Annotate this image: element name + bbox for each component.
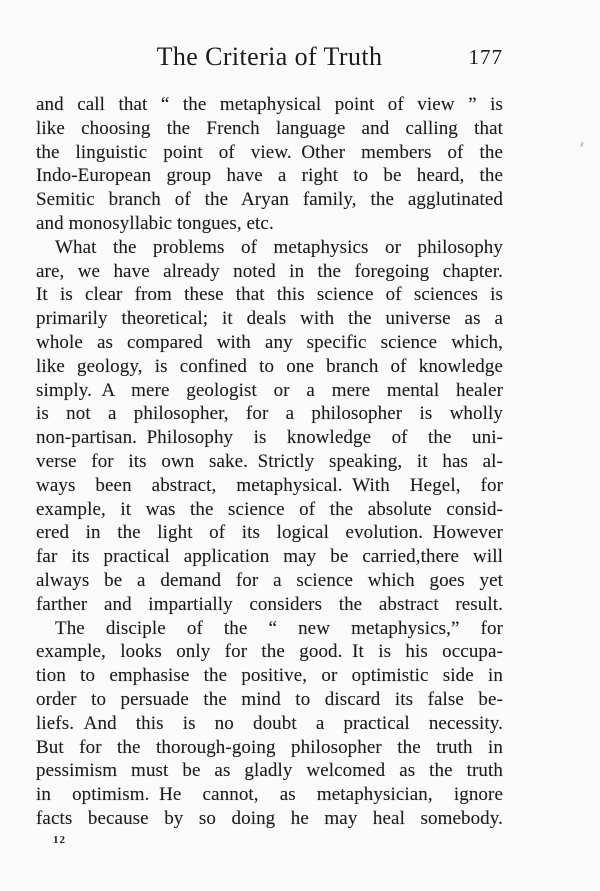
text-line: and monosyllabic tongues, etc. <box>36 212 274 234</box>
text-line: and call that “ the metaphysical point of view ” is <box>36 94 503 115</box>
text-line: simply. A mere geologist or a mere mental healer <box>36 379 503 401</box>
text-line: non-partisan. Philosophy is knowledge of the uni- <box>36 427 503 449</box>
text-line: always be a demand for a science which goes yet <box>36 569 503 591</box>
text-line: primarily theoretical; it deals with the universe as a <box>36 308 503 330</box>
text-line: Semitic branch of the Aryan family, the agglutinated <box>36 189 503 211</box>
paragraph <box>36 617 503 831</box>
page-number: 177 <box>468 45 503 69</box>
text-line: facts because by so doing he may heal somebody. <box>36 807 503 829</box>
text-line: But for the thorough-going philosopher the truth in <box>36 736 503 758</box>
text-line: in optimism. He cannot, as metaphysician, ignore <box>36 784 503 806</box>
text-line: tion to emphasise the positive, or optimistic side in <box>36 665 503 687</box>
paragraph <box>36 236 503 617</box>
text-line: It is clear from these that this science of sciences is <box>36 284 503 306</box>
running-header <box>36 40 503 74</box>
text-line: liefs. And this is no doubt a practical necessity. <box>36 712 503 734</box>
text-line: is not a philosopher, for a philosopher is wholly <box>36 403 503 425</box>
text-line: the linguistic point of view. Other members of the <box>36 141 503 163</box>
text-line: Indo-European group have a right to be heard, the <box>36 165 503 187</box>
text-line: example, it was the science of the absolute consid- <box>36 498 503 520</box>
scan-speck <box>580 142 584 147</box>
text-line: farther and impartially considers the abstract result. <box>36 593 503 615</box>
text-line: verse for its own sake. Strictly speaking, it has al- <box>36 450 503 472</box>
text-line: like geology, is confined to one branch of knowledge <box>36 355 503 377</box>
text-line: like choosing the French language and calling that <box>36 117 503 139</box>
text-line: far its practical application may be carried,there will <box>36 546 503 568</box>
text-line: are, we have already noted in the foregoing chapter. <box>36 260 503 282</box>
text-line: pessimism must be as gladly welcomed as the truth <box>36 760 503 782</box>
body-text <box>36 93 503 831</box>
signature-mark: 12 <box>53 834 66 846</box>
paragraph <box>36 93 503 236</box>
text-line: ways been abstract, metaphysical. With Hegel, for <box>36 474 503 496</box>
text-line: order to persuade the mind to discard its false be- <box>36 688 503 710</box>
text-line: example, looks only for the good. It is his occupa- <box>36 641 503 663</box>
text-line: whole as compared with any specific science which, <box>36 331 503 353</box>
page-title: The Criteria of Truth <box>156 42 383 71</box>
text-line: ered in the light of its logical evolution. However <box>36 522 503 544</box>
text-line: The disciple of the “ new metaphysics,” for <box>55 617 503 639</box>
text-line: What the problems of metaphysics or philosophy <box>55 236 503 258</box>
